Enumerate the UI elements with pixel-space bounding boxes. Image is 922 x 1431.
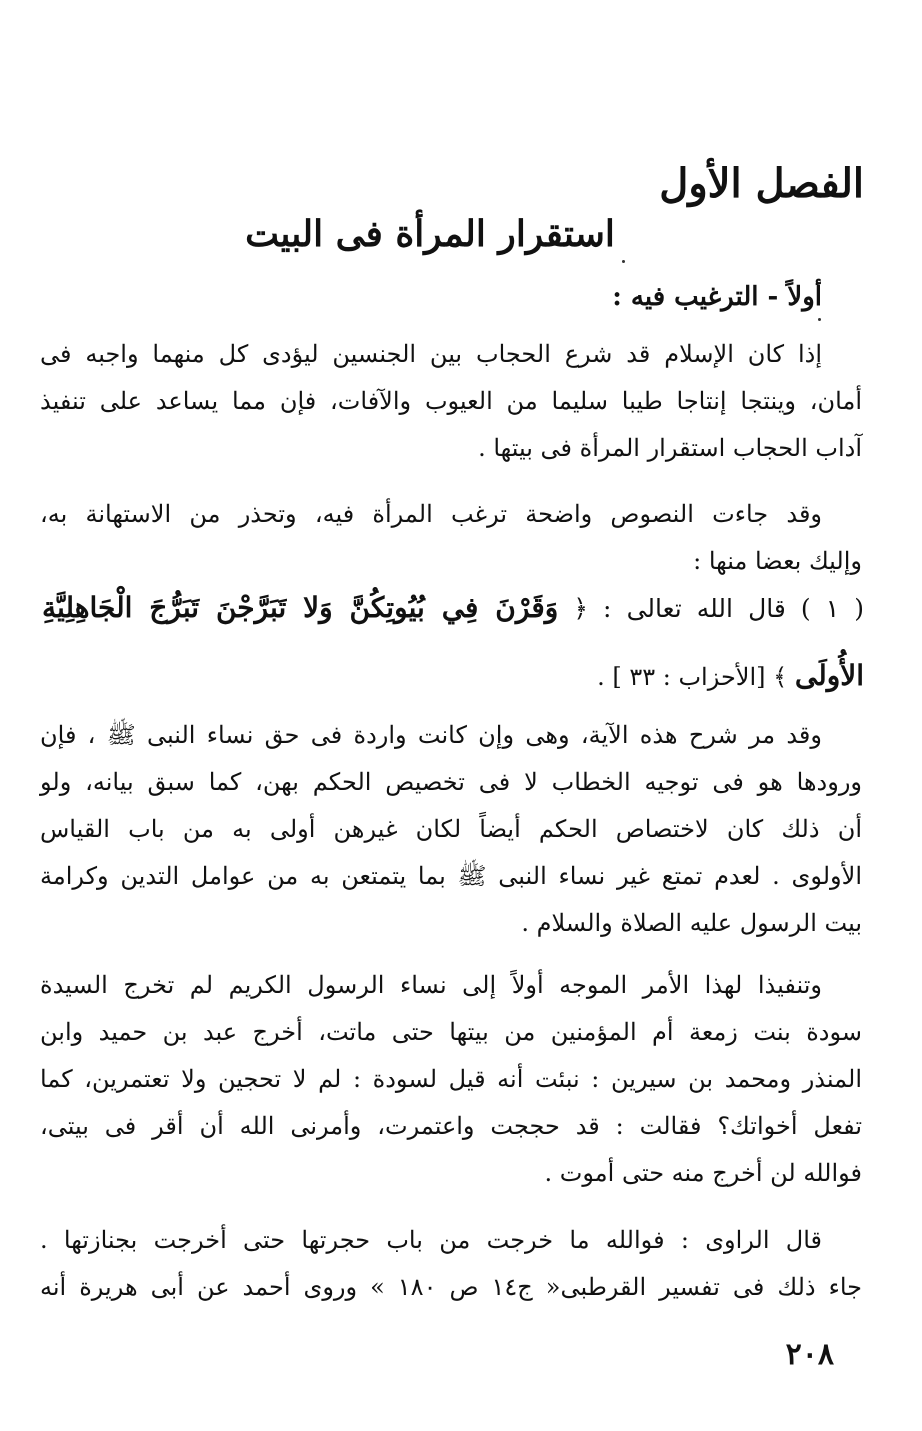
- paragraph-5: [40, 1217, 862, 1311]
- verse-quote: [42, 587, 864, 630]
- text-line: وتنفيذا لهذا الأمر الموجه أولاً إلى نساء الرسول الكريم لم تخرج السيدة: [40, 971, 822, 999]
- text-line: أمان، وينتجا إنتاجا طيبا سليما من العيوب والآفات، فإن مما يساعد على تنفيذ: [40, 387, 862, 415]
- text-line: وقد مر شرح هذه الآية، وهى وإن كانت واردة فى حق نساء النبى ﷺ ، فإن: [40, 721, 822, 749]
- paragraph-4: [40, 962, 862, 1197]
- chapter-heading: الفصل الأول: [659, 160, 864, 207]
- verse-intro: ( ١ ) قال الله تعالى : ﴿: [573, 594, 865, 623]
- text-line: تفعل أخواتك؟ فقالت : قد حججت واعتمرت، وأمرنى الله أن أقر فى بيتى،: [40, 1112, 862, 1140]
- paragraph-1: [40, 331, 862, 472]
- text-line: بيت الرسول عليه الصلاة والسلام .: [521, 909, 862, 937]
- text-line: سودة بنت زمعة أم المؤمنين من بيتها حتى ماتت، أخرج عبد بن حميد وابن: [40, 1018, 862, 1046]
- text-line: قال الراوى : فوالله ما خرجت من باب حجرتها حتى أخرجت بجنازتها .: [40, 1226, 822, 1254]
- text-line: إذا كان الإسلام قد شرع الحجاب بين الجنسين ليؤدى كل منهما واجبه فى: [40, 340, 822, 368]
- scan-speck: [622, 260, 625, 263]
- text-line: وإليك بعضا منها :: [693, 547, 862, 575]
- scan-speck: [818, 318, 821, 321]
- text-line: جاء ذلك فى تفسير القرطبى« ج١٤ ص ١٨٠ » وروى أحمد عن أبى هريرة أنه: [40, 1273, 863, 1301]
- page-title: استقرار المرأة فى البيت: [245, 213, 615, 255]
- text-line: المنذر ومحمد بن سيرين : نبئت أنه قيل لسودة : لم لا تحجين ولا تعتمرين، كما: [40, 1065, 862, 1093]
- text-line: ورودها هو فى توجيه الخطاب لا فى تخصيص الحكم بهن، كما سبق بيانه، ولو: [40, 768, 862, 796]
- text-line: الأولوى . لعدم تمتع غير نساء النبى ﷺ بما يتمتعن به من عوامل التدين وكرامة: [40, 862, 862, 890]
- section-heading: أولاً - الترغيب فيه :: [612, 282, 822, 312]
- text-line: آداب الحجاب استقرار المرأة فى بيتها .: [478, 434, 862, 462]
- text-line: أن ذلك كان لاختصاص الحكم أيضاً لكان غيرهن أولى به من باب القياس: [40, 815, 862, 843]
- text-line: فوالله لن أخرج منه حتى أموت .: [544, 1159, 862, 1187]
- verse-continuation: [597, 652, 864, 701]
- page-number: ٢٠٨: [785, 1337, 834, 1372]
- verse-citation: [الأحزاب : ٣٣ ] .: [597, 663, 766, 691]
- verse-text-end: الأُولَى: [794, 659, 864, 692]
- text-line: وقد جاءت النصوص واضحة ترغب المرأة فيه، وتحذر من الاستهانة به،: [40, 500, 822, 528]
- verse-close-bracket: ﴾: [773, 663, 788, 691]
- paragraph-3: [40, 712, 862, 947]
- paragraph-2: [40, 491, 862, 585]
- verse-text: وَقَرْنَ فِي بُيُوتِكُنَّ وَلا تَبَرَّجْنَ تَبَرُّجَ الْجَاهِلِيَّةِ: [42, 591, 559, 624]
